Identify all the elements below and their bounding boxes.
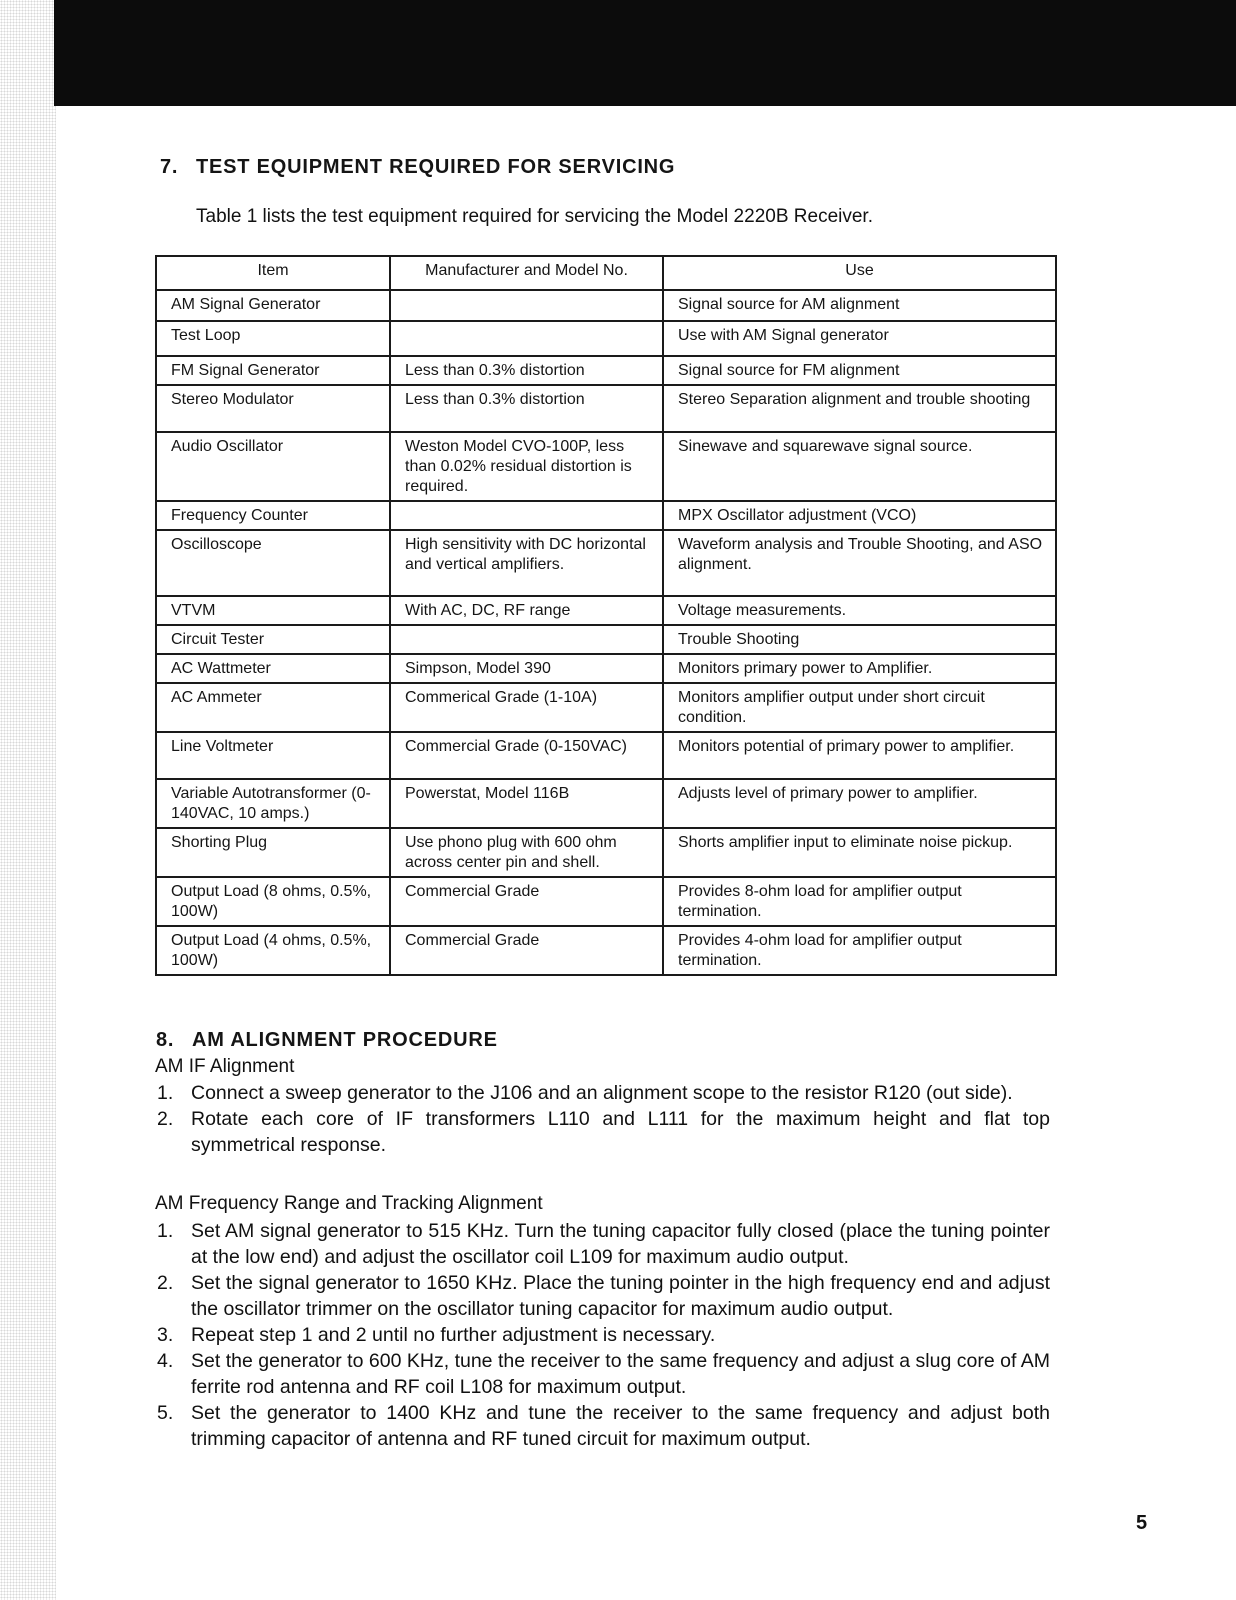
header-item: Item [156, 256, 390, 290]
cell-use: Provides 4-ohm load for amplifier output termination. [663, 926, 1056, 975]
cell-item: FM Signal Generator [156, 356, 390, 385]
cell-manufacturer: Less than 0.3% distortion [390, 385, 663, 432]
cell-item: VTVM [156, 596, 390, 625]
cell-manufacturer: Simpson, Model 390 [390, 654, 663, 683]
list-item: 1. Set AM signal generator to 515 KHz. Turn the tuning capacitor fully closed (place the tuning pointer at the low end) and adjust the oscillator coil L109 for maximum audio output. [157, 1220, 1050, 1268]
scan-edge-texture [0, 0, 56, 1600]
list-item: 5. Set the generator to 1400 KHz and tune the receiver to the same frequency and adjust both trimming capacitor of antenna and RF tuned circuit for maximum output. [157, 1402, 1050, 1450]
cell-item: Line Voltmeter [156, 732, 390, 779]
table-row [156, 877, 1056, 926]
list-item: 2. Set the signal generator to 1650 KHz. Place the tuning pointer in the high frequency end and adjust the oscillator trimmer on the oscillator tuning capacitor for maximum audio output. [157, 1272, 1050, 1320]
cell-manufacturer: High sensitivity with DC horizontal and vertical amplifiers. [390, 530, 663, 596]
cell-manufacturer [390, 625, 663, 654]
cell-manufacturer [390, 321, 663, 356]
section-7-heading: TEST EQUIPMENT REQUIRED FOR SERVICING [196, 156, 676, 178]
step-text: Set the generator to 1400 KHz and tune the receiver to the same frequency and adjust both trimming capacitor of antenna and RF tuned circuit for maximum output. [191, 1402, 1050, 1450]
cell-use: Monitors potential of primary power to amplifier. [663, 732, 1056, 779]
cell-use: Trouble Shooting [663, 625, 1056, 654]
am-if-steps [155, 1080, 1050, 1158]
table-row [156, 779, 1056, 828]
cell-use: Monitors amplifier output under short circuit condition. [663, 683, 1056, 732]
list-item: 4. Set the generator to 600 KHz, tune the receiver to the same frequency and adjust a slug core of AM ferrite rod antenna and RF coil L108 for maximum output. [157, 1350, 1050, 1398]
cell-manufacturer: Commerical Grade (1-10A) [390, 683, 663, 732]
cell-item: Output Load (8 ohms, 0.5%, 100W) [156, 877, 390, 926]
table-row [156, 625, 1056, 654]
section-8-title [156, 1029, 498, 1052]
cell-item: Output Load (4 ohms, 0.5%, 100W) [156, 926, 390, 975]
table-row [156, 732, 1056, 779]
cell-item: AC Ammeter [156, 683, 390, 732]
table-row [156, 385, 1056, 432]
cell-use: Monitors primary power to Amplifier. [663, 654, 1056, 683]
cell-manufacturer: Less than 0.3% distortion [390, 356, 663, 385]
cell-manufacturer: Use phono plug with 600 ohm across center pin and shell. [390, 828, 663, 877]
table-row [156, 828, 1056, 877]
cell-manufacturer: Weston Model CVO-100P, less than 0.02% residual distortion is required. [390, 432, 663, 501]
list-item: 2. Rotate each core of IF transformers L110 and L111 for the maximum height and flat top symmetrical response. [157, 1108, 1050, 1156]
cell-manufacturer [390, 290, 663, 321]
table-row [156, 530, 1056, 596]
cell-item: Test Loop [156, 321, 390, 356]
list-item: 3. Repeat step 1 and 2 until no further adjustment is necessary. [157, 1324, 716, 1346]
cell-item: Oscilloscope [156, 530, 390, 596]
cell-item: AM Signal Generator [156, 290, 390, 321]
table-row [156, 654, 1056, 683]
step-text: Set the generator to 600 KHz, tune the receiver to the same frequency and adjust a slug core of AM ferrite rod antenna and RF coil L108 for maximum output. [191, 1350, 1050, 1398]
section-7-title [160, 156, 675, 179]
table-row [156, 356, 1056, 385]
cell-item: Audio Oscillator [156, 432, 390, 501]
table-row [156, 290, 1056, 321]
table-row [156, 683, 1056, 732]
header-manufacturer: Manufacturer and Model No. [390, 256, 663, 290]
cell-manufacturer: Commercial Grade [390, 877, 663, 926]
header-band [54, 0, 1236, 106]
cell-use: Signal source for FM alignment [663, 356, 1056, 385]
table-row [156, 926, 1056, 975]
am-if-heading: AM IF Alignment [155, 1056, 295, 1077]
table-row [156, 501, 1056, 530]
cell-use: Voltage measurements. [663, 596, 1056, 625]
table-row [156, 321, 1056, 356]
cell-use: Provides 8-ohm load for amplifier output termination. [663, 877, 1056, 926]
step-text: Rotate each core of IF transformers L110 and L111 for the maximum height and flat top symmetrical response. [191, 1108, 1050, 1156]
cell-item: Variable Autotransformer (0-140VAC, 10 amps.) [156, 779, 390, 828]
section-7-number: 7. [160, 156, 179, 178]
step-text: Set the signal generator to 1650 KHz. Place the tuning pointer in the high frequency end and adjust the oscillator trimmer on the oscillator tuning capacitor for maximum audio output. [191, 1272, 1050, 1320]
cell-use: Signal source for AM alignment [663, 290, 1056, 321]
cell-manufacturer: Commercial Grade (0-150VAC) [390, 732, 663, 779]
page-number: 5 [1136, 1512, 1148, 1534]
step-text: Set AM signal generator to 515 KHz. Turn the tuning capacitor fully closed (place the tuning pointer at the low end) and adjust the oscillator coil L109 for maximum audio output. [191, 1220, 1050, 1268]
cell-manufacturer: With AC, DC, RF range [390, 596, 663, 625]
cell-item: AC Wattmeter [156, 654, 390, 683]
section-8-number: 8. [156, 1029, 175, 1051]
step-text: Connect a sweep generator to the J106 and an alignment scope to the resistor R120 (out side). [191, 1082, 1013, 1104]
cell-use: Adjusts level of primary power to amplifier. [663, 779, 1056, 828]
section-8-heading: AM ALIGNMENT PROCEDURE [192, 1029, 498, 1051]
cell-manufacturer: Commercial Grade [390, 926, 663, 975]
table-row [156, 432, 1056, 501]
cell-use: Sinewave and squarewave signal source. [663, 432, 1056, 501]
cell-use: MPX Oscillator adjustment (VCO) [663, 501, 1056, 530]
cell-manufacturer [390, 501, 663, 530]
cell-item: Shorting Plug [156, 828, 390, 877]
equipment-table [155, 255, 1057, 976]
am-freq-steps [155, 1218, 1050, 1452]
cell-manufacturer: Powerstat, Model 116B [390, 779, 663, 828]
cell-item: Circuit Tester [156, 625, 390, 654]
list-item: 1. Connect a sweep generator to the J106 and an alignment scope to the resistor R120 (out side). [157, 1082, 1013, 1104]
table-row [156, 596, 1056, 625]
cell-use: Shorts amplifier input to eliminate noise pickup. [663, 828, 1056, 877]
cell-item: Frequency Counter [156, 501, 390, 530]
am-freq-heading: AM Frequency Range and Tracking Alignment [155, 1193, 543, 1214]
header-use: Use [663, 256, 1056, 290]
cell-item: Stereo Modulator [156, 385, 390, 432]
table-header-row [156, 256, 1056, 290]
section-7-intro: Table 1 lists the test equipment required for servicing the Model 2220B Receiver. [196, 206, 873, 227]
cell-use: Stereo Separation alignment and trouble shooting [663, 385, 1056, 432]
cell-use: Waveform analysis and Trouble Shooting, and ASO alignment. [663, 530, 1056, 596]
step-text: Repeat step 1 and 2 until no further adjustment is necessary. [191, 1324, 716, 1346]
cell-use: Use with AM Signal generator [663, 321, 1056, 356]
